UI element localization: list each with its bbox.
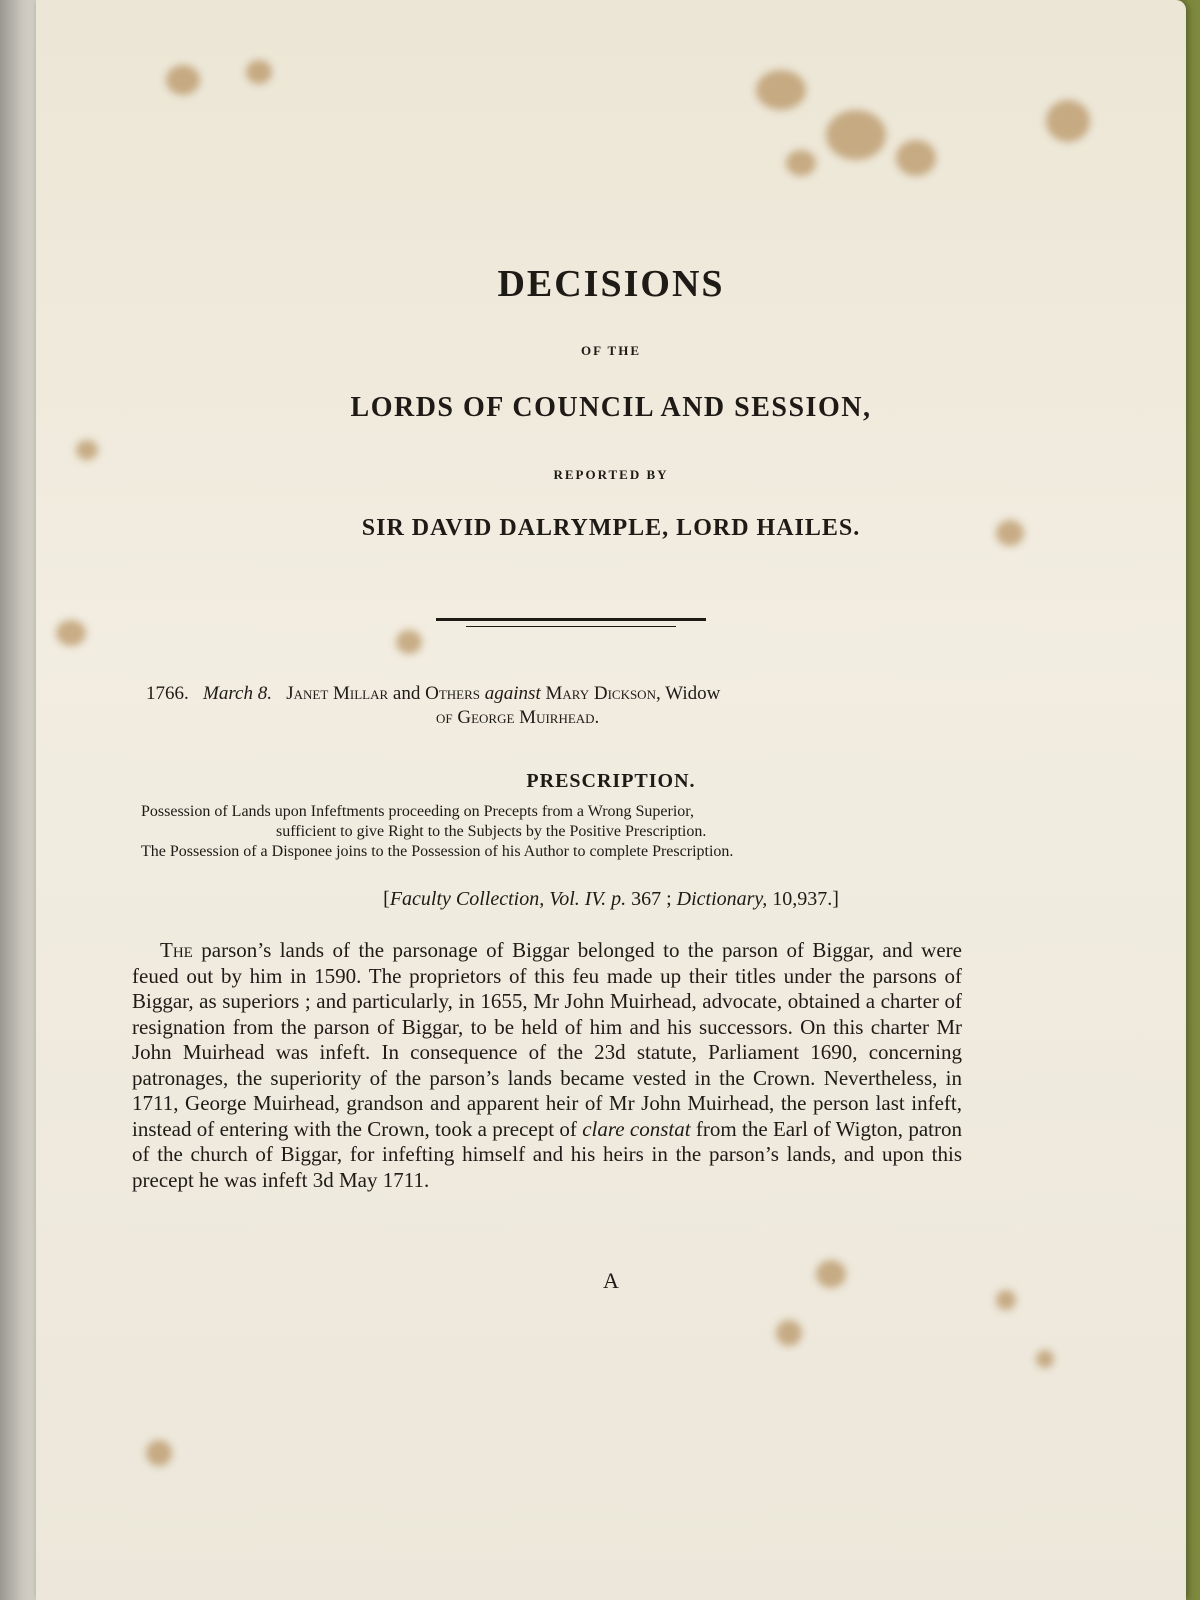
case-year: 1766. (146, 683, 189, 704)
citation-number: 10,937.] (772, 888, 839, 910)
case-party: Janet Millar (286, 683, 389, 704)
case-and: and (392, 683, 421, 704)
case-party: Mary Dickson, (545, 683, 661, 704)
foxing-spot (1036, 1350, 1054, 1368)
foxing-spot (146, 1440, 172, 1466)
headnote-line: Possession of Lands upon Infeftments proceeding on Precepts from a Wrong Superior, (141, 803, 694, 820)
subtitle-lords: LORDS OF COUNCIL AND SESSION, (350, 392, 872, 423)
book-spine (0, 0, 40, 1600)
foxing-spot (166, 65, 200, 95)
headnote-line: The Possession of a Disponee joins to the Possession of his Author to complete Prescription. (141, 843, 734, 860)
foxing-spot (776, 1320, 802, 1346)
reported-by-label: REPORTED BY (553, 467, 669, 482)
title-rule (436, 618, 706, 621)
body-first-word: The (160, 938, 193, 962)
foxing-spot (826, 110, 886, 160)
case-heading: PRESCRIPTION. (526, 770, 696, 792)
foxing-spot (396, 630, 422, 654)
case-against: against (484, 683, 541, 704)
citation-faculty: Faculty Collection, Vol. IV. p. (389, 888, 627, 910)
foxing-spot (756, 70, 806, 110)
author-name: SIR DAVID DALRYMPLE, LORD HAILES. (361, 515, 861, 541)
case-widow: Widow (665, 683, 721, 704)
citation-bracket: [ (383, 888, 390, 910)
body-text: from the Earl of Wigton, patron of the church of Biggar, for infefting himself and his heirs in the parson’s lands, and upon this precept he was infeft 3d May 1711. (132, 1116, 963, 1192)
body-paragraph (132, 938, 962, 1193)
headnote-line: sufficient to give Right to the Subjects by the Positive Prescription. (276, 823, 707, 840)
case-party: Others (425, 683, 481, 704)
foxing-spot (246, 60, 272, 84)
citation (36, 888, 1186, 911)
body-text: parson’s lands of the parsonage of Biggar belonged to the parson of Biggar, and were feued out by him in 1590. The proprietors of this feu made up their titles under the parsons of Biggar, as superiors ; and particularly, in 1655, Mr John Muirhead, advocate, obtained a charter of resignation from the parson of Biggar, to be held of him and his successors. On this charter Mr John Muirhead was infeft. In consequence of the 23d statute, Parliament 1690, concerning patronages, the superiority of the parson’s lands became vested in the Crown. Nevertheless, in 1711, George Muirhead, grandson and apparent heir of Mr John Muirhead, the person last infeft, instead of entering with the Crown, took a precept of (132, 938, 962, 1141)
title-rule-thin (466, 626, 676, 627)
signature-mark: A (603, 1268, 619, 1293)
title-decisions: DECISIONS (497, 263, 725, 305)
body-italic: clare constat (582, 1116, 691, 1141)
book-page (36, 0, 1186, 1600)
foxing-spot (56, 620, 86, 646)
citation-page: 367 ; (631, 888, 672, 910)
foxing-spot (896, 140, 936, 176)
citation-dictionary: Dictionary, (676, 888, 768, 910)
foxing-spot (786, 150, 816, 176)
of-the-label: OF THE (580, 343, 642, 358)
case-party-line2: of George Muirhead. (436, 707, 600, 728)
foxing-spot (76, 440, 98, 460)
case-date: March 8. (203, 683, 272, 704)
case-title (146, 683, 1046, 705)
foxing-spot (1046, 100, 1090, 142)
